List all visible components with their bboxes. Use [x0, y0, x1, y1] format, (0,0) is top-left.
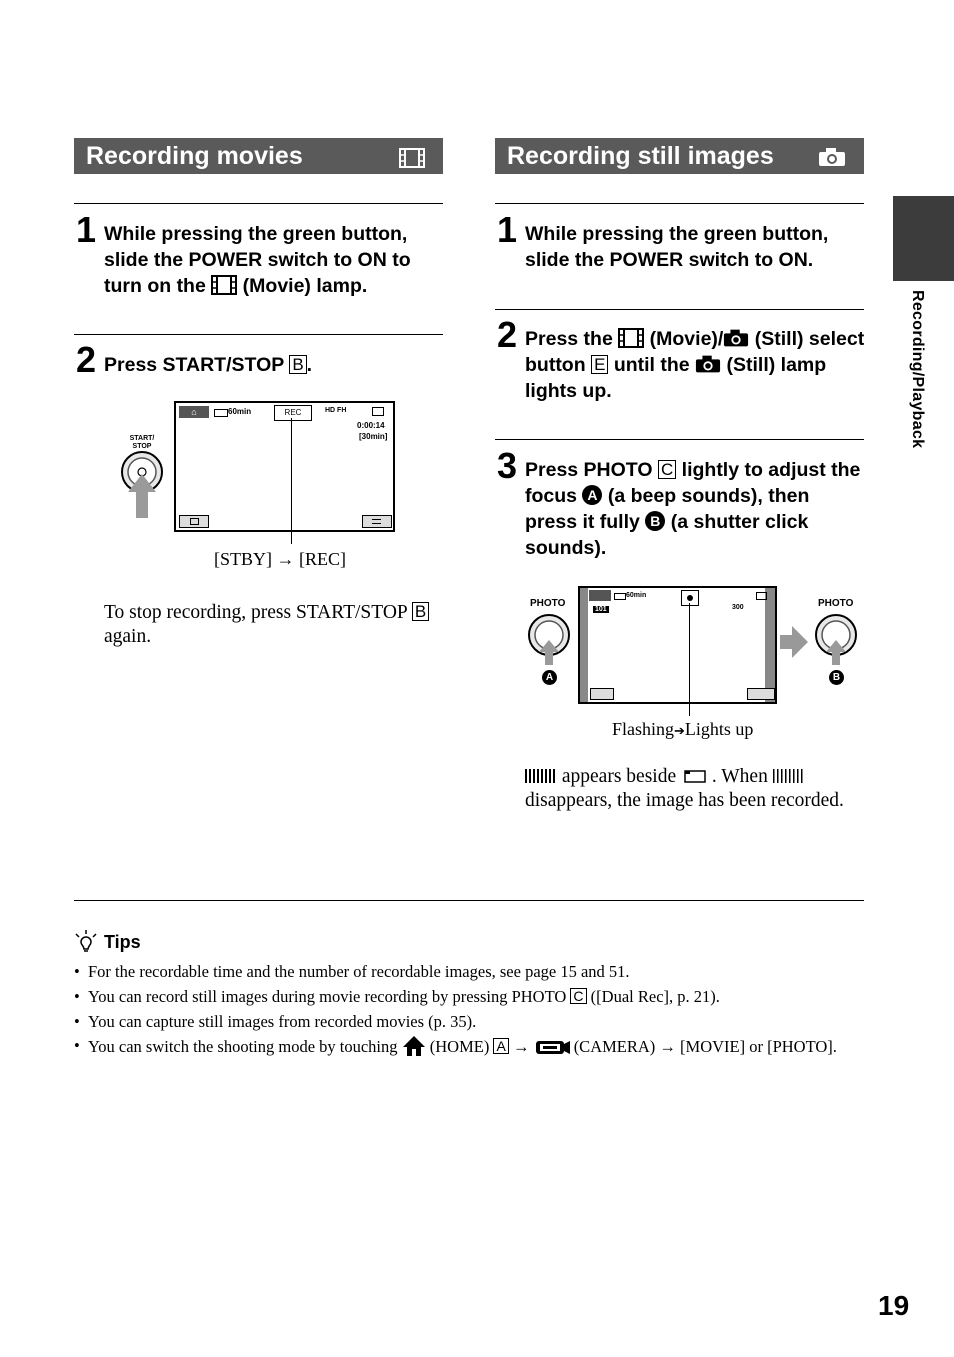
page-number: 19: [878, 1290, 910, 1321]
caption: [STBY] → [REC]: [214, 549, 346, 569]
photo-button-full-icon: [814, 613, 860, 665]
step-text: Press PHOTO C lightly to adjust the focus A (a beep sounds), then press it fully B (a shutter click sounds).: [525, 459, 861, 559]
step-number: 1: [497, 209, 518, 250]
play-button: [590, 688, 614, 700]
battery-icon: [614, 593, 626, 600]
marker-a: A: [582, 485, 602, 505]
option-button: [747, 688, 775, 700]
camera-icon: [818, 147, 846, 167]
tip-item: • You can capture still images from recorded movies (p. 35).: [74, 1012, 477, 1031]
battery-time: 60min: [626, 592, 647, 599]
home-button: [589, 590, 611, 601]
lightbulb-icon: [74, 930, 98, 954]
section-header-still: [495, 138, 864, 174]
battery-icon: [214, 409, 228, 417]
step-number: 1: [76, 209, 97, 250]
section-label: Recording/Playback: [909, 290, 926, 449]
recording-bar-icon: [773, 768, 805, 784]
lcd-screen-still: [578, 586, 777, 704]
camera-icon: [695, 354, 721, 374]
button-letter: B: [289, 355, 306, 374]
tip-item: • For the recordable time and the number of recordable images, see page 15 and 51.: [74, 962, 630, 981]
photo-label: PHOTO: [818, 598, 854, 609]
remaining-time: [30min]: [359, 432, 388, 441]
step-text: While pressing the green button, slide the POWER switch to ON to turn on the (Movie) lamp.: [104, 223, 411, 297]
button-letter: E: [591, 355, 608, 374]
button-letter: C: [570, 988, 586, 1004]
recording-note: appears beside . When disappears, the image has been recorded.: [525, 766, 844, 811]
arrow-right-icon: [780, 626, 808, 658]
stop-note: To stop recording, press START/STOP B again.: [104, 601, 449, 649]
elapsed-time: 0:00:14: [357, 421, 385, 430]
start-stop-button-icon: [118, 450, 166, 520]
step-text: Press START/STOP B .: [104, 354, 313, 376]
button-letter: B: [412, 602, 429, 621]
step-text: While pressing the green button, slide the POWER switch to ON.: [525, 223, 829, 271]
photo-button-half-icon: [527, 613, 573, 665]
option-button: [362, 515, 392, 528]
recording-bar-icon: [525, 768, 557, 784]
camera-icon: [723, 328, 749, 348]
play-button: [179, 515, 209, 528]
divider: [495, 203, 864, 204]
marker-a: A: [542, 670, 557, 685]
image-count: 300: [732, 604, 744, 611]
folder-number: 101: [595, 606, 607, 613]
tips-title: Tips: [104, 932, 141, 952]
camera-mode-icon: [534, 1038, 570, 1056]
film-icon: [399, 148, 425, 168]
step-text: Press the (Movie)/ (Still) select button E until the (Still) lamp lights up.: [525, 328, 865, 402]
divider: [74, 334, 443, 335]
section-title: Recording movies: [86, 142, 303, 170]
focus-indicator: [681, 590, 699, 606]
divider: [74, 900, 864, 901]
rec-indicator: REC: [274, 405, 312, 421]
step-number: 2: [497, 314, 518, 355]
media-icon: [372, 407, 384, 416]
home-icon: ⌂: [191, 407, 197, 417]
photo-label: PHOTO: [530, 598, 566, 609]
button-letter: C: [658, 460, 676, 479]
lcd-screen-movie: [174, 401, 395, 532]
tip-item: • You can switch the shooting mode by touching (HOME) A → (CAMERA) → [MOVIE] or [PHOTO].: [74, 1036, 837, 1056]
media-icon: [756, 592, 767, 600]
film-icon: [618, 328, 644, 348]
pointer-line: [291, 418, 292, 544]
start-stop-label: START/ STOP: [129, 435, 155, 450]
divider: [74, 203, 443, 204]
step-number: 3: [497, 445, 518, 486]
battery-time: 60min: [228, 407, 252, 416]
home-button: [179, 406, 209, 418]
film-icon: [211, 275, 237, 295]
button-letter: A: [493, 1038, 508, 1054]
marker-b: B: [829, 670, 844, 685]
caption: Flashing➔Lights up: [612, 719, 754, 739]
marker-b: B: [645, 511, 665, 531]
divider: [495, 439, 864, 440]
divider: [495, 309, 864, 310]
section-title: Recording still images: [507, 142, 774, 170]
home-icon: [402, 1035, 426, 1057]
format-indicator: HD FH: [325, 407, 347, 414]
side-tab: [893, 196, 954, 281]
section-header-movies: [74, 138, 443, 174]
media-icon: [681, 768, 707, 784]
tip-item: • You can record still images during movie recording by pressing PHOTO C ([Dual Rec], p. 21).: [74, 987, 720, 1006]
step-number: 2: [76, 339, 97, 380]
pointer-line: [689, 603, 690, 716]
